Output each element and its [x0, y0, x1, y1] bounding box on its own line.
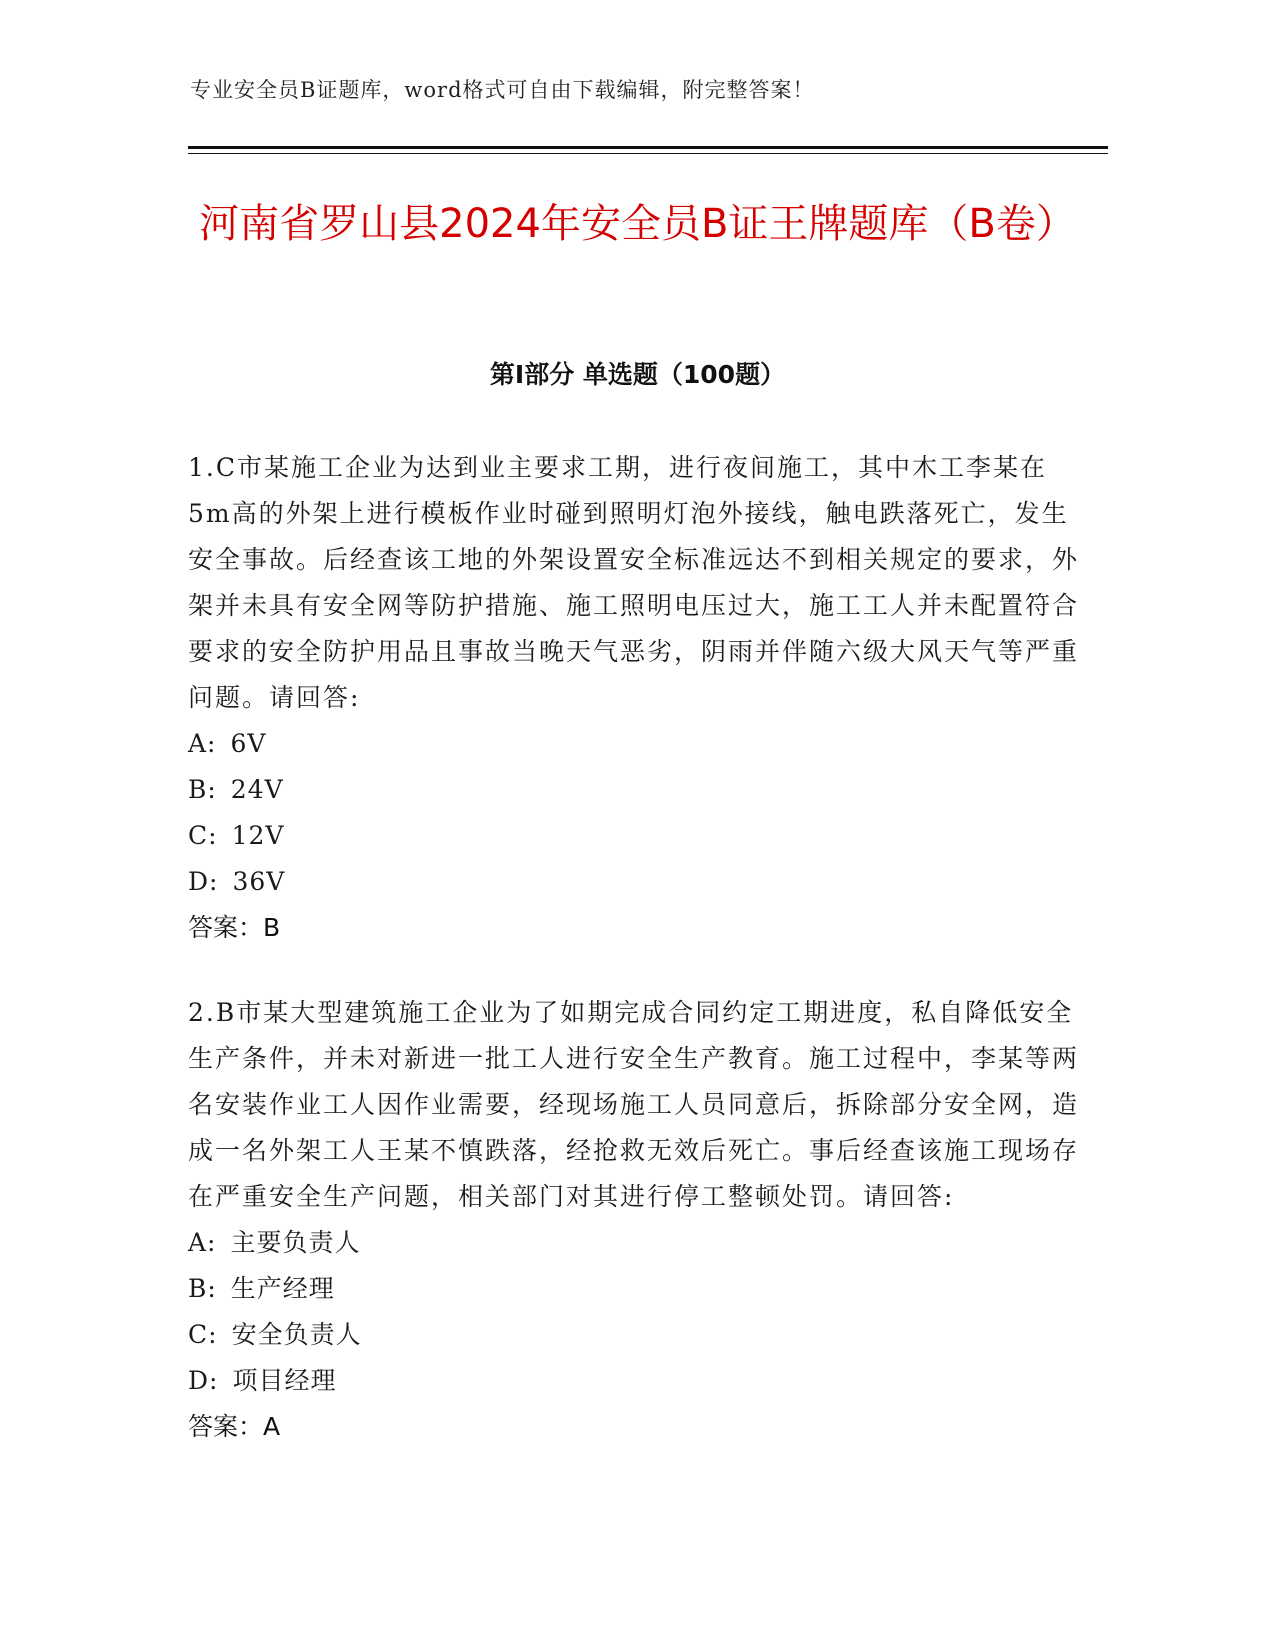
option-letter: B:	[188, 775, 217, 804]
option-letter: B:	[188, 1274, 217, 1303]
option-letter: C:	[188, 821, 218, 850]
answer: 答案：B	[188, 913, 281, 942]
option-text: 24V	[230, 775, 284, 804]
option-c	[188, 813, 1088, 859]
option-a	[188, 1220, 1088, 1266]
option-letter: A:	[188, 1228, 217, 1257]
option-d	[188, 1358, 1088, 1404]
option-b	[188, 1266, 1088, 1312]
header-divider-thin	[188, 153, 1108, 154]
option-c	[188, 1312, 1088, 1358]
option-text: 主要负责人	[230, 1228, 361, 1257]
options-list	[188, 1220, 1088, 1404]
header-divider-thick	[188, 146, 1108, 149]
option-text: 12V	[231, 821, 285, 850]
options-list	[188, 721, 1088, 905]
option-d	[188, 859, 1088, 905]
question-stem: 2.B市某大型建筑施工企业为了如期完成合同约定工期进度，私自降低安全生产条件，并未对新进一批工人进行安全生产教育。施工过程中，李某等两名安装作业工人因作业需要，经现场施工人员同意后，拆除部分安全网，造成一名外架工人王某不慎跌落，经抢救无效后死亡。事后经查该施工现场存在严重安全生产问题，相关部门对其进行停工整顿处罚。请回答:	[188, 998, 1080, 1211]
question-2	[188, 990, 1088, 1450]
option-letter: D:	[188, 1366, 219, 1395]
option-text: 项目经理	[232, 1366, 337, 1395]
document-title: 河南省罗山县2024年安全员B证王牌题库（B卷）	[199, 201, 1076, 247]
option-b	[188, 767, 1088, 813]
option-text: 生产经理	[230, 1274, 335, 1303]
option-letter: A:	[188, 729, 217, 758]
option-text: 36V	[232, 867, 286, 896]
question-1	[188, 445, 1088, 951]
header-note: 专业安全员B证题库，word格式可自由下载编辑，附完整答案！	[190, 78, 815, 102]
option-text: 安全负责人	[231, 1320, 362, 1349]
answer: 答案：A	[188, 1412, 281, 1441]
option-letter: C:	[188, 1320, 218, 1349]
question-stem: 1.C市某施工企业为达到业主要求工期，进行夜间施工，其中木工李某在5m高的外架上进行模板作业时碰到照明灯泡外接线，触电跌落死亡，发生安全事故。后经查该工地的外架设置安全标准远达不到相关规定的要求，外架并未具有安全网等防护措施、施工照明电压过大，施工工人并未配置符合要求的安全防护用品且事故当晚天气恶劣，阴雨并伴随六级大风天气等严重问题。请回答:	[188, 453, 1080, 712]
section-title: 第Ⅰ部分 单选题（100题）	[489, 360, 786, 389]
option-text: 6V	[230, 729, 267, 758]
option-letter: D:	[188, 867, 219, 896]
option-a	[188, 721, 1088, 767]
